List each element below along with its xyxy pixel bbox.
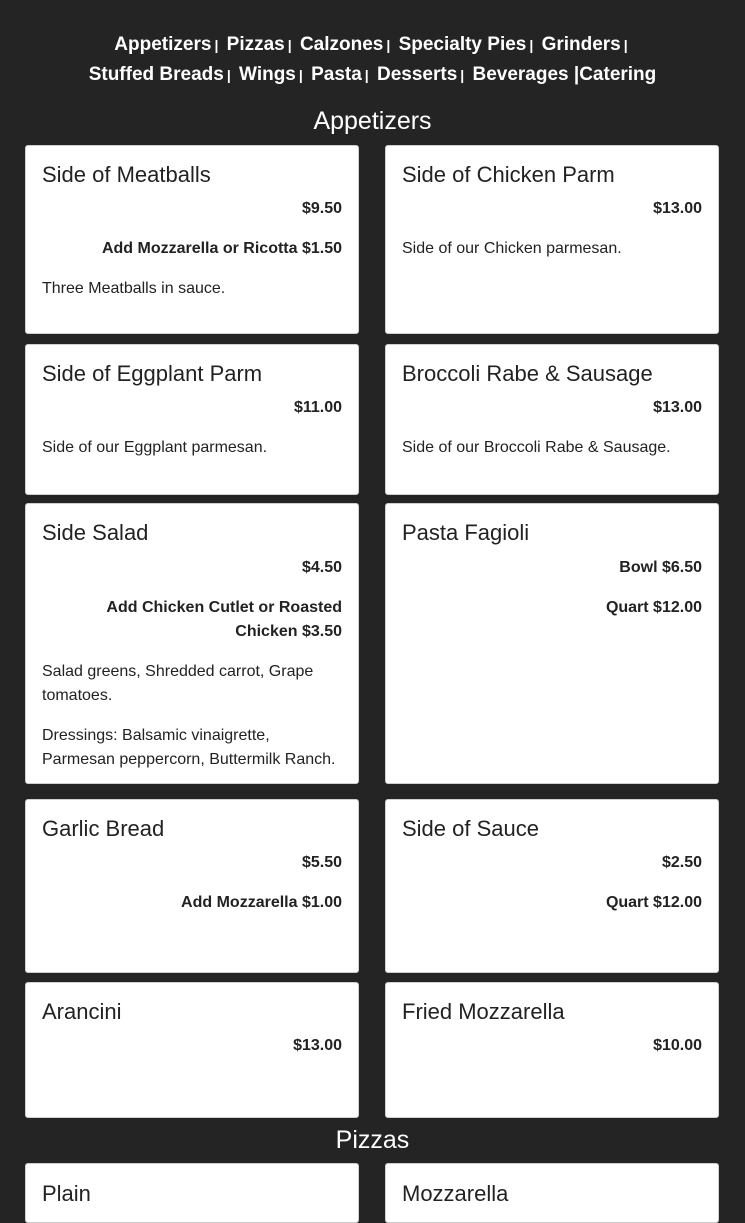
nav-separator: | <box>214 37 219 53</box>
item-description: Side of our Broccoli Rabe & Sausage. <box>402 439 671 456</box>
item-name: Garlic Bread <box>42 816 165 841</box>
nav-link-stuffed-breads[interactable]: Stuffed Breads <box>88 64 224 85</box>
item-price: $4.50 <box>301 559 342 576</box>
menu-item-card[interactable] <box>385 982 719 1118</box>
nav-link-appetizers[interactable]: Appetizers <box>114 34 212 55</box>
section-title-pizzas: Pizzas <box>335 1126 410 1154</box>
nav-link-pasta[interactable]: Pasta <box>311 64 362 85</box>
menu-item-card[interactable] <box>385 799 719 973</box>
item-name: Side of Meatballs <box>42 162 211 187</box>
item-name: Broccoli Rabe & Sausage <box>402 361 653 386</box>
item-addon-price: Add Mozzarella or Ricotta $1.50 <box>101 240 342 257</box>
menu-item-card[interactable] <box>25 503 359 784</box>
item-price-bowl: Bowl $6.50 <box>619 559 702 576</box>
nav-separator: | <box>460 67 465 83</box>
nav-separator: | <box>226 67 231 83</box>
nav-line-2 <box>0 60 745 90</box>
item-name: Side Salad <box>42 520 149 545</box>
item-name: Arancini <box>42 999 122 1024</box>
item-price: $13.00 <box>653 200 702 217</box>
item-description: Three Meatballs in sauce. <box>42 280 226 297</box>
section-title-appetizers: Appetizers <box>313 107 432 135</box>
nav-separator: | <box>364 67 369 83</box>
item-description: Side of our Chicken parmesan. <box>402 240 622 257</box>
menu-item-card[interactable] <box>25 1163 359 1223</box>
menu-item-card[interactable] <box>25 344 359 495</box>
nav-link-pizzas[interactable]: Pizzas <box>226 34 285 55</box>
menu-item-card[interactable] <box>385 1163 719 1223</box>
menu-item-card[interactable] <box>385 145 719 334</box>
item-name: Side of Eggplant Parm <box>42 361 263 386</box>
item-price: $2.50 <box>661 854 702 871</box>
item-name: Pasta Fagioli <box>402 520 530 545</box>
nav-separator: | <box>287 37 292 53</box>
menu-item-card[interactable] <box>25 145 359 334</box>
item-dressings: Dressings: Balsamic vinaigrette, Parmesan peppercorn, Buttermilk Ranch. <box>42 727 336 768</box>
item-addon-price: Add Chicken Cutlet or Roasted Chicken $3.50 <box>106 599 342 640</box>
item-price: $13.00 <box>293 1037 342 1054</box>
item-addon-price: Add Mozzarella $1.00 <box>181 894 342 911</box>
nav-separator: | <box>529 37 534 53</box>
item-name: Fried Mozzarella <box>402 999 565 1024</box>
nav-link-specialty-pies[interactable]: Specialty Pies <box>398 34 527 55</box>
menu-item-card[interactable] <box>385 503 719 784</box>
nav-link-wings[interactable]: Wings <box>239 64 296 85</box>
item-price: $9.50 <box>301 200 342 217</box>
nav-link-grinders[interactable]: Grinders <box>541 34 621 55</box>
menu-item-card[interactable] <box>385 344 719 495</box>
item-name: Mozzarella <box>402 1181 509 1206</box>
item-name: Side of Sauce <box>402 816 539 841</box>
nav-separator: | <box>386 37 391 53</box>
nav-link-calzones[interactable]: Calzones <box>299 34 384 55</box>
nav-link-beverages[interactable]: Beverages <box>472 64 569 85</box>
category-nav <box>0 30 745 90</box>
item-price: $13.00 <box>653 399 702 416</box>
item-description: Side of our Eggplant parmesan. <box>42 439 268 456</box>
item-name: Side of Chicken Parm <box>402 162 615 187</box>
nav-line-1 <box>0 30 745 60</box>
item-price: $11.00 <box>293 399 342 416</box>
nav-separator: | <box>623 37 628 53</box>
nav-link-desserts[interactable]: Desserts <box>376 64 458 85</box>
menu-item-card[interactable] <box>25 799 359 973</box>
nav-link-catering[interactable]: Catering <box>579 64 657 85</box>
item-price: $5.50 <box>301 854 342 871</box>
item-description: Salad greens, Shredded carrot, Grape tomatoes. <box>42 663 314 704</box>
nav-separator: | <box>573 64 580 85</box>
menu-item-card[interactable] <box>25 982 359 1118</box>
item-price-quart: Quart $12.00 <box>605 599 702 616</box>
item-price: $10.00 <box>653 1037 702 1054</box>
item-name: Plain <box>42 1181 91 1206</box>
nav-separator: | <box>298 67 303 83</box>
item-price-quart: Quart $12.00 <box>605 894 702 911</box>
